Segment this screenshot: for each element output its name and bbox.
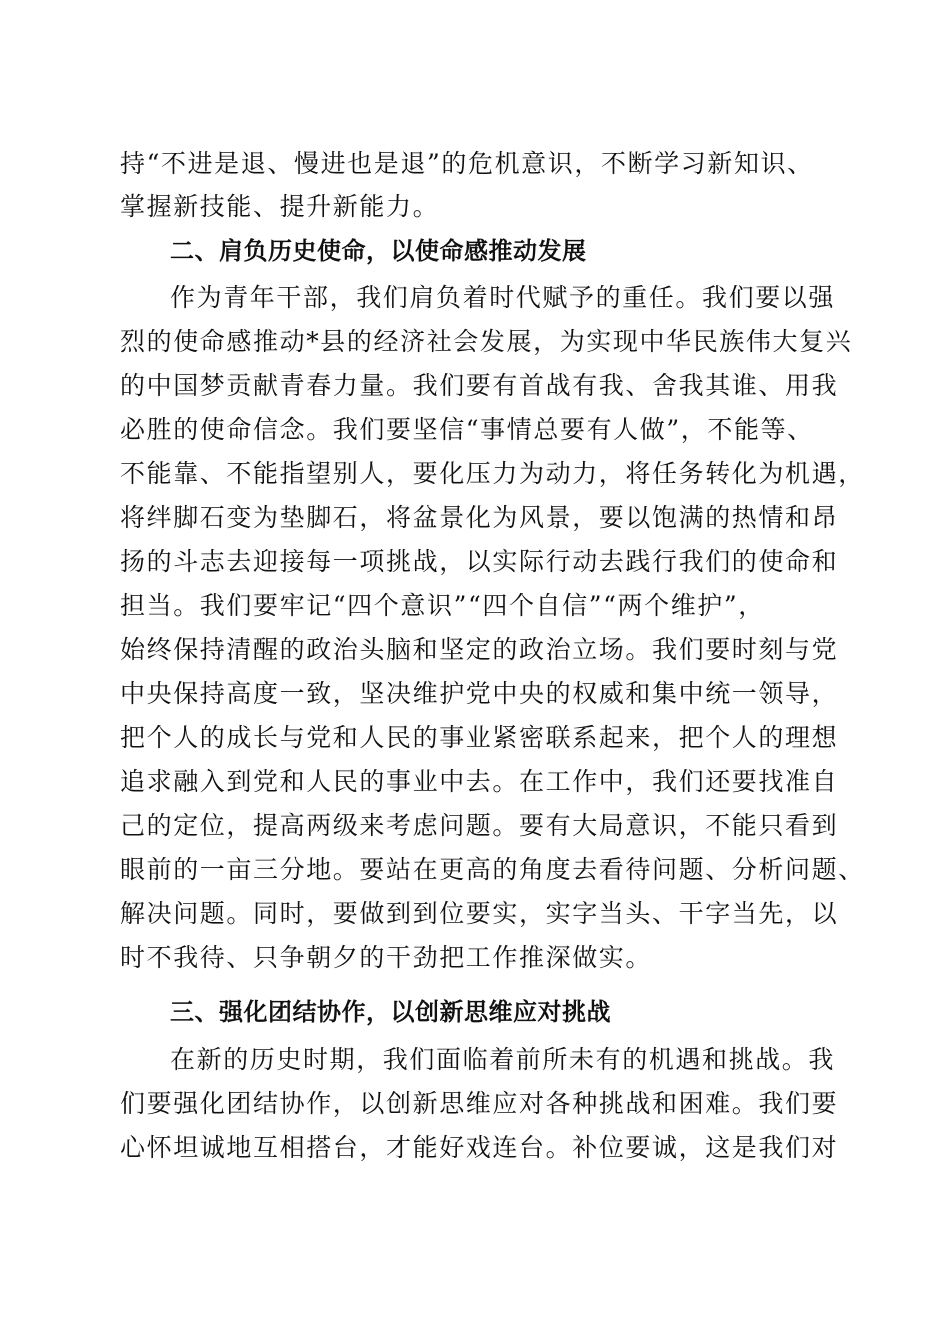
paragraph-line: 眼前的一亩三分地。要站在更高的角度去看待问题、分析问题、 <box>120 855 865 884</box>
paragraph-line: 的中国梦贡献青春力量。我们要有首战有我、舍我其谁、用我 <box>120 371 839 400</box>
paragraph-line: 时不我待、只争朝夕的干劲把工作推深做实。 <box>120 943 653 972</box>
paragraph-line: 将绊脚石变为垫脚石，将盆景化为风景，要以饱满的热情和昂 <box>120 503 839 532</box>
paragraph-line: 们要强化团结协作，以创新思维应对各种挑战和困难。我们要 <box>120 1089 839 1118</box>
paragraph-line: 始终保持清醒的政治头脑和坚定的政治立场。我们要时刻与党 <box>120 635 839 664</box>
paragraph-line: 扬的斗志去迎接每一项挑战，以实际行动去践行我们的使命和 <box>120 547 839 576</box>
section-heading-3: 三、强化团结协作，以创新思维应对挑战 <box>170 998 611 1026</box>
paragraph-line: 必胜的使命信念。我们要坚信“事情总要有人做”，不能等、 <box>120 415 814 444</box>
paragraph-line: 不能靠、不能指望别人，要化压力为动力，将任务转化为机遇， <box>120 459 865 488</box>
paragraph-line: 心怀坦诚地互相搭台，才能好戏连台。补位要诚，这是我们对 <box>120 1133 839 1162</box>
paragraph-line: 在新的历史时期，我们面临着前所未有的机遇和挑战。我 <box>170 1045 836 1074</box>
paragraph-line: 担当。我们要牢记“四个意识”“四个自信”“两个维护”， <box>120 591 765 620</box>
paragraph-line: 作为青年干部，我们肩负着时代赋予的重任。我们要以强 <box>170 283 836 312</box>
paragraph-line: 己的定位，提高两级来考虑问题。要有大局意识，不能只看到 <box>120 811 839 840</box>
paragraph-line: 追求融入到党和人民的事业中去。在工作中，我们还要找准自 <box>120 767 839 796</box>
paragraph-line: 持“不进是退、慢进也是退”的危机意识，不断学习新知识、 <box>120 149 814 178</box>
section-heading-2: 二、肩负历史使命，以使命感推动发展 <box>170 237 587 265</box>
paragraph-line: 解决问题。同时，要做到到位要实，实字当头、干字当先，以 <box>120 899 839 928</box>
paragraph-line: 烈的使命感推动*县的经济社会发展，为实现中华民族伟大复兴 <box>120 327 853 356</box>
paragraph-line: 中央保持高度一致，坚决维护党中央的权威和集中统一领导， <box>120 679 839 708</box>
paragraph-line: 掌握新技能、提升新能力。 <box>120 192 440 221</box>
paragraph-line: 把个人的成长与党和人民的事业紧密联系起来，把个人的理想 <box>120 723 839 752</box>
